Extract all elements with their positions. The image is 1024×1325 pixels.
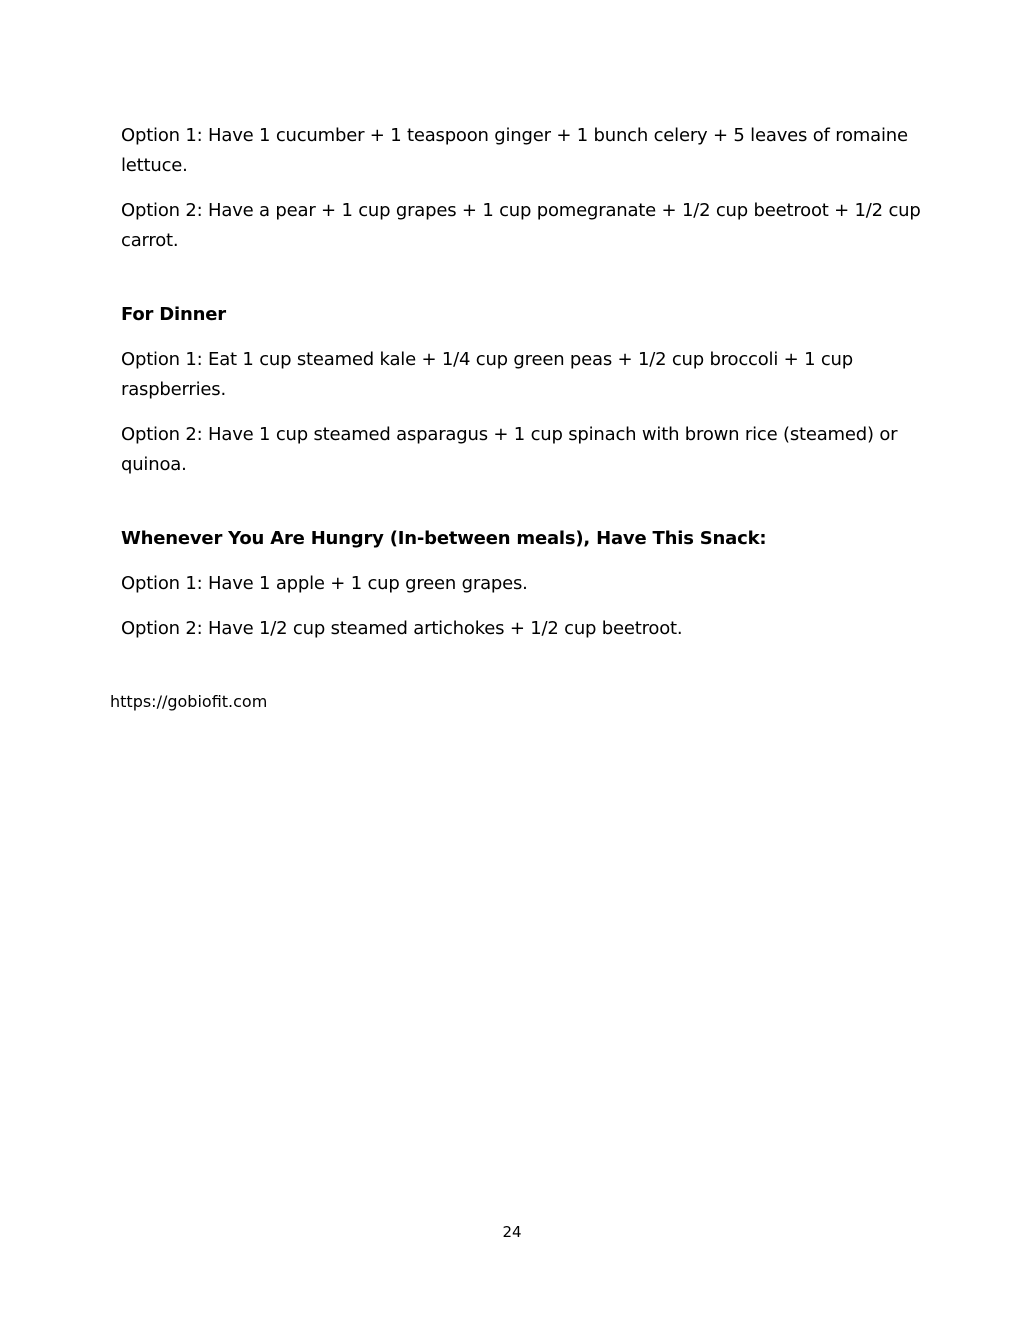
snack-heading: Whenever You Are Hungry (In-between meals), Have This Snack: bbox=[121, 528, 767, 549]
snack-option-2: Option 2: Have 1/2 cup steamed artichokes + 1/2 cup beetroot. bbox=[121, 618, 683, 639]
dinner-option-2: Option 2: Have 1 cup steamed asparagus + 1 cup spinach with brown rice (steamed) or quinoa. bbox=[121, 424, 898, 475]
lunch-option-2: Option 2: Have a pear + 1 cup grapes + 1 cup pomegranate + 1/2 cup beetroot + 1/2 cup carrot. bbox=[121, 200, 921, 251]
page-number: 24 bbox=[502, 1223, 522, 1241]
dinner-heading: For Dinner bbox=[121, 304, 226, 325]
snack-option-1: Option 1: Have 1 apple + 1 cup green grapes. bbox=[121, 573, 528, 594]
page-content bbox=[121, 121, 921, 659]
section-gap bbox=[121, 271, 921, 300]
lunch-option-1: Option 1: Have 1 cucumber + 1 teaspoon ginger + 1 bunch celery + 5 leaves of romaine lettuce. bbox=[121, 125, 908, 176]
section-gap bbox=[121, 495, 921, 524]
footer-url: https://gobiofit.com bbox=[110, 692, 268, 711]
dinner-option-1: Option 1: Eat 1 cup steamed kale + 1/4 cup green peas + 1/2 cup broccoli + 1 cup raspberries. bbox=[121, 349, 853, 400]
